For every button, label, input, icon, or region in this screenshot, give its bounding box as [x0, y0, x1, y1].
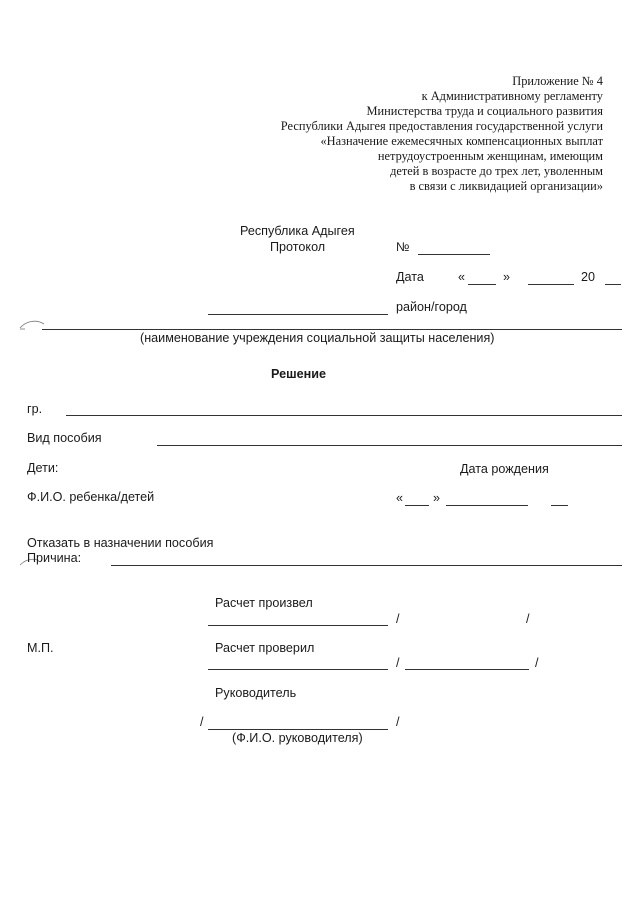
appendix-line-8: в связи с ликвидацией организации» [409, 179, 603, 193]
reason-line [111, 565, 622, 566]
institution-line [42, 329, 622, 330]
benefit-type-label: Вид пособия [27, 431, 102, 445]
year-prefix: 20 [581, 270, 596, 284]
number-label: № [396, 240, 410, 254]
calculated-by-label: Расчет произвел [215, 596, 313, 610]
child-date-close-quote: » [433, 491, 441, 505]
reason-label: Причина: [27, 551, 82, 565]
citizen-line [66, 415, 622, 416]
appendix-line-5: «Назначение ежемесячных компенсационных выплат [320, 134, 603, 148]
appendix-line-7: детей в возрасте до трех лет, уволенным [390, 164, 603, 178]
decision-title: Решение [271, 367, 326, 381]
children-label: Дети: [27, 461, 59, 475]
calculated-by-slash-2: / [526, 612, 530, 626]
refuse-label: Отказать в назначении пособия [27, 536, 214, 550]
date-close-quote: » [503, 270, 511, 284]
birth-date-label: Дата рождения [460, 462, 549, 476]
date-open-quote: « [458, 270, 466, 284]
benefit-type-line [157, 445, 622, 446]
citizen-label: гр. [27, 402, 43, 416]
republic-label: Республика Адыгея [240, 224, 355, 238]
checked-by-slash-2: / [535, 656, 539, 670]
head-label: Руководитель [215, 686, 297, 700]
head-name-line [208, 729, 388, 730]
child-date-day-line [405, 505, 429, 506]
calculated-by-slash-1: / [396, 612, 400, 626]
protocol-label: Протокол [270, 240, 326, 254]
number-field-line [418, 254, 490, 255]
head-caption: (Ф.И.О. руководителя) [232, 731, 363, 745]
child-name-label: Ф.И.О. ребенка/детей [27, 490, 155, 504]
checked-by-slash-1: / [396, 656, 400, 670]
checked-by-label: Расчет проверил [215, 641, 315, 655]
head-slash-1: / [200, 715, 204, 729]
date-label: Дата [396, 270, 424, 284]
stamp-label: М.П. [27, 641, 54, 655]
checked-by-signature-line [208, 669, 388, 670]
appendix-line-6: нетрудоустроенным женщинам, имеющим [377, 149, 603, 163]
date-month-line [528, 284, 574, 285]
appendix-line-1: Приложение № 4 [512, 74, 603, 88]
district-line [208, 314, 388, 315]
checked-by-name-line [405, 669, 529, 670]
child-date-month-line [446, 505, 528, 506]
child-date-year-line [551, 505, 568, 506]
appendix-line-2: к Административному регламенту [421, 89, 603, 103]
district-label: район/город [396, 300, 467, 314]
appendix-line-4: Республики Адыгея предоставления государственной услуги [280, 119, 603, 133]
head-slash-2: / [396, 715, 400, 729]
calculated-by-signature-line [208, 625, 388, 626]
date-day-line [468, 284, 496, 285]
appendix-line-3: Министерства труда и социального развития [366, 104, 603, 118]
institution-caption: (наименование учреждения социальной защиты населения) [140, 331, 495, 345]
date-year-line [605, 284, 621, 285]
child-date-open-quote: « [396, 491, 404, 505]
